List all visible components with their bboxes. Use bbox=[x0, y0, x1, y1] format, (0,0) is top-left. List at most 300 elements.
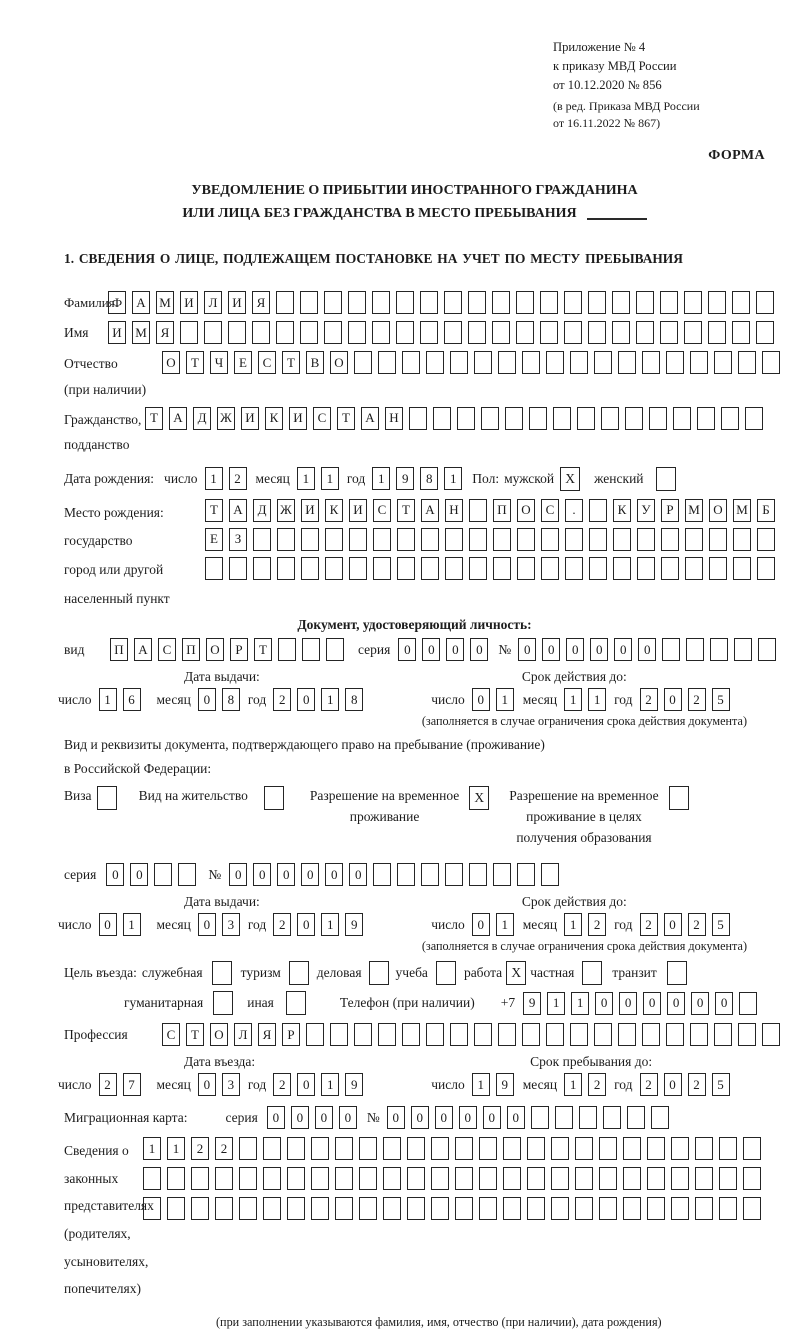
char-cell[interactable]: У bbox=[637, 499, 655, 522]
char-cell[interactable] bbox=[642, 351, 660, 374]
char-cell[interactable]: Т bbox=[337, 407, 355, 430]
char-cell[interactable]: Д bbox=[253, 499, 271, 522]
char-cell[interactable] bbox=[527, 1137, 545, 1160]
char-cell[interactable] bbox=[426, 1023, 444, 1046]
char-cell[interactable] bbox=[301, 528, 319, 551]
char-cell[interactable] bbox=[733, 557, 751, 580]
char-cell[interactable] bbox=[685, 528, 703, 551]
char-cell[interactable] bbox=[666, 1023, 684, 1046]
char-cell[interactable] bbox=[469, 557, 487, 580]
char-cell[interactable] bbox=[354, 1023, 372, 1046]
char-cell[interactable] bbox=[474, 351, 492, 374]
char-cell[interactable]: И bbox=[349, 499, 367, 522]
char-cell[interactable]: 0 bbox=[339, 1106, 357, 1129]
char-cell[interactable]: 0 bbox=[435, 1106, 453, 1129]
char-cell[interactable] bbox=[695, 1167, 713, 1190]
char-cell[interactable] bbox=[690, 351, 708, 374]
char-cell[interactable] bbox=[324, 321, 342, 344]
char-cell[interactable]: С bbox=[158, 638, 176, 661]
char-cell[interactable]: 0 bbox=[198, 688, 216, 711]
char-cell[interactable] bbox=[409, 407, 427, 430]
char-cell[interactable] bbox=[301, 557, 319, 580]
char-cell[interactable] bbox=[469, 528, 487, 551]
char-cell[interactable]: И bbox=[301, 499, 319, 522]
char-cell[interactable] bbox=[359, 1197, 377, 1220]
char-cell[interactable] bbox=[651, 1106, 669, 1129]
char-cell[interactable] bbox=[579, 1106, 597, 1129]
char-cell[interactable] bbox=[599, 1197, 617, 1220]
char-cell[interactable]: 2 bbox=[99, 1073, 117, 1096]
char-cell[interactable] bbox=[684, 291, 702, 314]
char-cell[interactable] bbox=[455, 1137, 473, 1160]
char-cell[interactable]: Н bbox=[385, 407, 403, 430]
char-cell[interactable] bbox=[555, 1106, 573, 1129]
char-cell[interactable] bbox=[143, 1197, 161, 1220]
char-cell[interactable]: Е bbox=[205, 528, 223, 551]
char-cell[interactable]: 0 bbox=[291, 1106, 309, 1129]
char-cell[interactable] bbox=[714, 1023, 732, 1046]
char-cell[interactable] bbox=[407, 1167, 425, 1190]
char-cell[interactable]: 2 bbox=[688, 1073, 706, 1096]
char-cell[interactable]: П bbox=[182, 638, 200, 661]
char-cell[interactable] bbox=[311, 1197, 329, 1220]
char-cell[interactable]: Е bbox=[234, 351, 252, 374]
char-cell[interactable] bbox=[517, 863, 535, 886]
char-cell[interactable] bbox=[671, 1137, 689, 1160]
char-cell[interactable] bbox=[335, 1137, 353, 1160]
char-cell[interactable]: 0 bbox=[411, 1106, 429, 1129]
char-cell[interactable] bbox=[330, 1023, 348, 1046]
char-cell[interactable]: С bbox=[258, 351, 276, 374]
char-cell[interactable] bbox=[739, 992, 757, 1015]
char-cell[interactable] bbox=[349, 557, 367, 580]
char-cell[interactable]: Р bbox=[230, 638, 248, 661]
char-cell[interactable]: 0 bbox=[664, 1073, 682, 1096]
char-cell[interactable]: 0 bbox=[325, 863, 343, 886]
char-cell[interactable] bbox=[527, 1197, 545, 1220]
char-cell[interactable]: К bbox=[265, 407, 283, 430]
char-cell[interactable]: 0 bbox=[198, 1073, 216, 1096]
char-cell[interactable] bbox=[695, 1137, 713, 1160]
char-cell[interactable] bbox=[647, 1137, 665, 1160]
char-cell[interactable]: 0 bbox=[483, 1106, 501, 1129]
char-cell[interactable]: 2 bbox=[229, 467, 247, 490]
char-cell[interactable]: 1 bbox=[321, 688, 339, 711]
char-cell[interactable] bbox=[612, 321, 630, 344]
char-cell[interactable] bbox=[445, 863, 463, 886]
char-cell[interactable] bbox=[263, 1167, 281, 1190]
char-cell[interactable]: 0 bbox=[472, 688, 490, 711]
char-cell[interactable] bbox=[516, 321, 534, 344]
char-cell[interactable] bbox=[445, 528, 463, 551]
char-cell[interactable] bbox=[335, 1167, 353, 1190]
char-cell[interactable]: 2 bbox=[688, 913, 706, 936]
char-cell[interactable] bbox=[599, 1167, 617, 1190]
char-cell[interactable] bbox=[565, 528, 583, 551]
char-cell[interactable] bbox=[666, 351, 684, 374]
char-cell[interactable] bbox=[276, 291, 294, 314]
char-cell[interactable] bbox=[551, 1197, 569, 1220]
char-cell[interactable] bbox=[373, 863, 391, 886]
char-cell[interactable]: А bbox=[169, 407, 187, 430]
char-cell[interactable] bbox=[540, 321, 558, 344]
char-cell[interactable]: Б bbox=[757, 499, 775, 522]
char-cell[interactable]: З bbox=[229, 528, 247, 551]
temp-residence-education-checkbox[interactable] bbox=[669, 786, 689, 810]
char-cell[interactable] bbox=[637, 528, 655, 551]
char-cell[interactable]: 0 bbox=[99, 913, 117, 936]
char-cell[interactable] bbox=[522, 1023, 540, 1046]
char-cell[interactable] bbox=[613, 557, 631, 580]
char-cell[interactable] bbox=[421, 528, 439, 551]
char-cell[interactable]: 1 bbox=[143, 1137, 161, 1160]
char-cell[interactable] bbox=[354, 351, 372, 374]
char-cell[interactable]: О bbox=[162, 351, 180, 374]
char-cell[interactable]: 0 bbox=[459, 1106, 477, 1129]
char-cell[interactable] bbox=[450, 1023, 468, 1046]
char-cell[interactable] bbox=[191, 1167, 209, 1190]
char-cell[interactable]: 1 bbox=[496, 913, 514, 936]
char-cell[interactable] bbox=[306, 1023, 324, 1046]
char-cell[interactable] bbox=[324, 291, 342, 314]
visa-checkbox[interactable] bbox=[97, 786, 117, 810]
char-cell[interactable]: О bbox=[206, 638, 224, 661]
char-cell[interactable] bbox=[613, 528, 631, 551]
char-cell[interactable]: П bbox=[110, 638, 128, 661]
char-cell[interactable]: 8 bbox=[222, 688, 240, 711]
char-cell[interactable] bbox=[575, 1197, 593, 1220]
char-cell[interactable]: Я bbox=[258, 1023, 276, 1046]
char-cell[interactable] bbox=[492, 321, 510, 344]
char-cell[interactable]: 1 bbox=[588, 688, 606, 711]
char-cell[interactable] bbox=[589, 528, 607, 551]
char-cell[interactable] bbox=[738, 351, 756, 374]
char-cell[interactable] bbox=[426, 351, 444, 374]
char-cell[interactable] bbox=[709, 557, 727, 580]
char-cell[interactable]: 9 bbox=[345, 913, 363, 936]
char-cell[interactable] bbox=[660, 291, 678, 314]
char-cell[interactable]: 2 bbox=[688, 688, 706, 711]
char-cell[interactable] bbox=[553, 407, 571, 430]
char-cell[interactable] bbox=[661, 557, 679, 580]
char-cell[interactable] bbox=[287, 1167, 305, 1190]
char-cell[interactable]: 8 bbox=[345, 688, 363, 711]
char-cell[interactable]: 0 bbox=[470, 638, 488, 661]
char-cell[interactable]: Ж bbox=[217, 407, 235, 430]
char-cell[interactable] bbox=[671, 1197, 689, 1220]
char-cell[interactable] bbox=[407, 1137, 425, 1160]
char-cell[interactable]: 1 bbox=[321, 467, 339, 490]
char-cell[interactable] bbox=[661, 528, 679, 551]
char-cell[interactable] bbox=[589, 557, 607, 580]
char-cell[interactable] bbox=[612, 291, 630, 314]
char-cell[interactable]: 0 bbox=[387, 1106, 405, 1129]
char-cell[interactable]: 0 bbox=[349, 863, 367, 886]
char-cell[interactable]: 1 bbox=[321, 913, 339, 936]
char-cell[interactable] bbox=[378, 1023, 396, 1046]
char-cell[interactable] bbox=[287, 1197, 305, 1220]
char-cell[interactable] bbox=[708, 291, 726, 314]
char-cell[interactable]: М bbox=[685, 499, 703, 522]
char-cell[interactable]: 1 bbox=[321, 1073, 339, 1096]
char-cell[interactable] bbox=[757, 557, 775, 580]
char-cell[interactable]: Т bbox=[254, 638, 272, 661]
char-cell[interactable] bbox=[154, 863, 172, 886]
char-cell[interactable] bbox=[745, 407, 763, 430]
char-cell[interactable]: 8 bbox=[420, 467, 438, 490]
char-cell[interactable] bbox=[396, 291, 414, 314]
char-cell[interactable]: 0 bbox=[229, 863, 247, 886]
char-cell[interactable] bbox=[167, 1197, 185, 1220]
char-cell[interactable] bbox=[498, 351, 516, 374]
char-cell[interactable]: 0 bbox=[643, 992, 661, 1015]
char-cell[interactable] bbox=[493, 863, 511, 886]
char-cell[interactable]: . bbox=[565, 499, 583, 522]
char-cell[interactable] bbox=[709, 528, 727, 551]
char-cell[interactable]: 0 bbox=[472, 913, 490, 936]
char-cell[interactable] bbox=[732, 321, 750, 344]
char-cell[interactable] bbox=[738, 1023, 756, 1046]
char-cell[interactable]: 0 bbox=[566, 638, 584, 661]
char-cell[interactable]: 0 bbox=[277, 863, 295, 886]
char-cell[interactable] bbox=[469, 863, 487, 886]
char-cell[interactable] bbox=[421, 863, 439, 886]
char-cell[interactable]: 0 bbox=[198, 913, 216, 936]
char-cell[interactable] bbox=[743, 1137, 761, 1160]
char-cell[interactable] bbox=[311, 1137, 329, 1160]
char-cell[interactable] bbox=[228, 321, 246, 344]
char-cell[interactable] bbox=[690, 1023, 708, 1046]
char-cell[interactable] bbox=[734, 638, 752, 661]
char-cell[interactable]: Т bbox=[205, 499, 223, 522]
char-cell[interactable]: 2 bbox=[640, 913, 658, 936]
char-cell[interactable] bbox=[719, 1137, 737, 1160]
char-cell[interactable]: Я bbox=[156, 321, 174, 344]
char-cell[interactable] bbox=[743, 1197, 761, 1220]
char-cell[interactable]: 0 bbox=[590, 638, 608, 661]
char-cell[interactable] bbox=[636, 291, 654, 314]
char-cell[interactable] bbox=[531, 1106, 549, 1129]
char-cell[interactable]: А bbox=[132, 291, 150, 314]
purpose-transit-checkbox[interactable] bbox=[667, 961, 687, 985]
char-cell[interactable]: 1 bbox=[167, 1137, 185, 1160]
char-cell[interactable]: 1 bbox=[444, 467, 462, 490]
char-cell[interactable]: 0 bbox=[315, 1106, 333, 1129]
char-cell[interactable] bbox=[546, 351, 564, 374]
purpose-study-checkbox[interactable] bbox=[436, 961, 456, 985]
char-cell[interactable]: 0 bbox=[715, 992, 733, 1015]
char-cell[interactable] bbox=[684, 321, 702, 344]
char-cell[interactable] bbox=[397, 557, 415, 580]
char-cell[interactable]: Ж bbox=[277, 499, 295, 522]
char-cell[interactable]: О bbox=[330, 351, 348, 374]
char-cell[interactable]: 2 bbox=[273, 1073, 291, 1096]
char-cell[interactable]: Р bbox=[661, 499, 679, 522]
char-cell[interactable]: 9 bbox=[496, 1073, 514, 1096]
char-cell[interactable]: 0 bbox=[595, 992, 613, 1015]
char-cell[interactable]: Л bbox=[204, 291, 222, 314]
char-cell[interactable] bbox=[564, 321, 582, 344]
char-cell[interactable] bbox=[481, 407, 499, 430]
char-cell[interactable] bbox=[756, 321, 774, 344]
char-cell[interactable]: 0 bbox=[542, 638, 560, 661]
char-cell[interactable] bbox=[300, 321, 318, 344]
char-cell[interactable] bbox=[359, 1137, 377, 1160]
char-cell[interactable] bbox=[599, 1137, 617, 1160]
char-cell[interactable]: Т bbox=[186, 1023, 204, 1046]
char-cell[interactable]: 0 bbox=[664, 913, 682, 936]
char-cell[interactable] bbox=[492, 291, 510, 314]
char-cell[interactable] bbox=[660, 321, 678, 344]
char-cell[interactable]: О bbox=[210, 1023, 228, 1046]
char-cell[interactable] bbox=[445, 557, 463, 580]
char-cell[interactable]: Р bbox=[282, 1023, 300, 1046]
char-cell[interactable]: О bbox=[709, 499, 727, 522]
char-cell[interactable]: 0 bbox=[664, 688, 682, 711]
char-cell[interactable] bbox=[239, 1137, 257, 1160]
char-cell[interactable]: 1 bbox=[571, 992, 589, 1015]
char-cell[interactable]: 0 bbox=[297, 688, 315, 711]
purpose-official-checkbox[interactable] bbox=[212, 961, 232, 985]
char-cell[interactable] bbox=[468, 321, 486, 344]
char-cell[interactable] bbox=[503, 1167, 521, 1190]
char-cell[interactable] bbox=[541, 863, 559, 886]
char-cell[interactable] bbox=[444, 291, 462, 314]
char-cell[interactable] bbox=[529, 407, 547, 430]
char-cell[interactable] bbox=[647, 1197, 665, 1220]
char-cell[interactable] bbox=[762, 351, 780, 374]
char-cell[interactable]: А bbox=[421, 499, 439, 522]
char-cell[interactable] bbox=[469, 499, 487, 522]
char-cell[interactable] bbox=[627, 1106, 645, 1129]
char-cell[interactable]: А bbox=[229, 499, 247, 522]
char-cell[interactable] bbox=[191, 1197, 209, 1220]
char-cell[interactable]: К bbox=[325, 499, 343, 522]
char-cell[interactable] bbox=[743, 1167, 761, 1190]
char-cell[interactable]: 7 bbox=[123, 1073, 141, 1096]
char-cell[interactable]: С bbox=[373, 499, 391, 522]
char-cell[interactable]: 0 bbox=[130, 863, 148, 886]
char-cell[interactable] bbox=[601, 407, 619, 430]
char-cell[interactable] bbox=[167, 1167, 185, 1190]
char-cell[interactable]: 2 bbox=[273, 688, 291, 711]
char-cell[interactable] bbox=[762, 1023, 780, 1046]
char-cell[interactable] bbox=[325, 557, 343, 580]
char-cell[interactable]: М bbox=[132, 321, 150, 344]
purpose-other-checkbox[interactable] bbox=[286, 991, 306, 1015]
char-cell[interactable]: 3 bbox=[222, 1073, 240, 1096]
char-cell[interactable]: Д bbox=[193, 407, 211, 430]
char-cell[interactable]: 9 bbox=[345, 1073, 363, 1096]
char-cell[interactable] bbox=[444, 321, 462, 344]
char-cell[interactable] bbox=[541, 557, 559, 580]
char-cell[interactable] bbox=[402, 1023, 420, 1046]
char-cell[interactable] bbox=[421, 557, 439, 580]
char-cell[interactable] bbox=[302, 638, 320, 661]
char-cell[interactable] bbox=[253, 557, 271, 580]
char-cell[interactable]: Л bbox=[234, 1023, 252, 1046]
char-cell[interactable]: Я bbox=[252, 291, 270, 314]
char-cell[interactable]: Ч bbox=[210, 351, 228, 374]
char-cell[interactable] bbox=[287, 1137, 305, 1160]
char-cell[interactable] bbox=[673, 407, 691, 430]
char-cell[interactable] bbox=[178, 863, 196, 886]
char-cell[interactable]: С bbox=[162, 1023, 180, 1046]
char-cell[interactable] bbox=[714, 351, 732, 374]
char-cell[interactable] bbox=[710, 638, 728, 661]
char-cell[interactable]: 0 bbox=[638, 638, 656, 661]
char-cell[interactable]: 2 bbox=[640, 1073, 658, 1096]
char-cell[interactable] bbox=[493, 557, 511, 580]
char-cell[interactable] bbox=[551, 1167, 569, 1190]
char-cell[interactable] bbox=[420, 291, 438, 314]
char-cell[interactable] bbox=[503, 1137, 521, 1160]
char-cell[interactable] bbox=[570, 351, 588, 374]
char-cell[interactable] bbox=[204, 321, 222, 344]
char-cell[interactable]: 0 bbox=[297, 1073, 315, 1096]
char-cell[interactable]: К bbox=[613, 499, 631, 522]
char-cell[interactable]: И bbox=[108, 321, 126, 344]
purpose-business-checkbox[interactable] bbox=[369, 961, 389, 985]
char-cell[interactable] bbox=[479, 1137, 497, 1160]
char-cell[interactable]: 2 bbox=[640, 688, 658, 711]
char-cell[interactable]: 0 bbox=[691, 992, 709, 1015]
char-cell[interactable]: Т bbox=[145, 407, 163, 430]
char-cell[interactable] bbox=[498, 1023, 516, 1046]
char-cell[interactable] bbox=[623, 1137, 641, 1160]
sex-male-checkbox[interactable]: X bbox=[560, 467, 580, 491]
char-cell[interactable] bbox=[215, 1197, 233, 1220]
char-cell[interactable] bbox=[397, 528, 415, 551]
temp-residence-checkbox[interactable]: X bbox=[469, 786, 489, 810]
char-cell[interactable] bbox=[642, 1023, 660, 1046]
char-cell[interactable] bbox=[618, 351, 636, 374]
char-cell[interactable] bbox=[636, 321, 654, 344]
char-cell[interactable] bbox=[253, 528, 271, 551]
char-cell[interactable] bbox=[348, 321, 366, 344]
char-cell[interactable] bbox=[397, 863, 415, 886]
char-cell[interactable] bbox=[625, 407, 643, 430]
char-cell[interactable]: 0 bbox=[267, 1106, 285, 1129]
char-cell[interactable]: 2 bbox=[191, 1137, 209, 1160]
char-cell[interactable] bbox=[479, 1167, 497, 1190]
char-cell[interactable] bbox=[335, 1197, 353, 1220]
char-cell[interactable] bbox=[686, 638, 704, 661]
char-cell[interactable] bbox=[594, 1023, 612, 1046]
char-cell[interactable] bbox=[479, 1197, 497, 1220]
purpose-work-checkbox[interactable]: X bbox=[506, 961, 526, 985]
char-cell[interactable] bbox=[603, 1106, 621, 1129]
char-cell[interactable] bbox=[378, 351, 396, 374]
char-cell[interactable]: 1 bbox=[99, 688, 117, 711]
char-cell[interactable] bbox=[522, 351, 540, 374]
char-cell[interactable]: И bbox=[289, 407, 307, 430]
char-cell[interactable] bbox=[697, 407, 715, 430]
char-cell[interactable] bbox=[671, 1167, 689, 1190]
char-cell[interactable]: 5 bbox=[712, 1073, 730, 1096]
char-cell[interactable] bbox=[372, 291, 390, 314]
char-cell[interactable] bbox=[180, 321, 198, 344]
char-cell[interactable]: 9 bbox=[396, 467, 414, 490]
char-cell[interactable]: 1 bbox=[205, 467, 223, 490]
char-cell[interactable] bbox=[516, 291, 534, 314]
char-cell[interactable] bbox=[276, 321, 294, 344]
char-cell[interactable]: 0 bbox=[106, 863, 124, 886]
char-cell[interactable] bbox=[431, 1197, 449, 1220]
char-cell[interactable]: 6 bbox=[123, 688, 141, 711]
char-cell[interactable] bbox=[623, 1167, 641, 1190]
char-cell[interactable] bbox=[373, 528, 391, 551]
